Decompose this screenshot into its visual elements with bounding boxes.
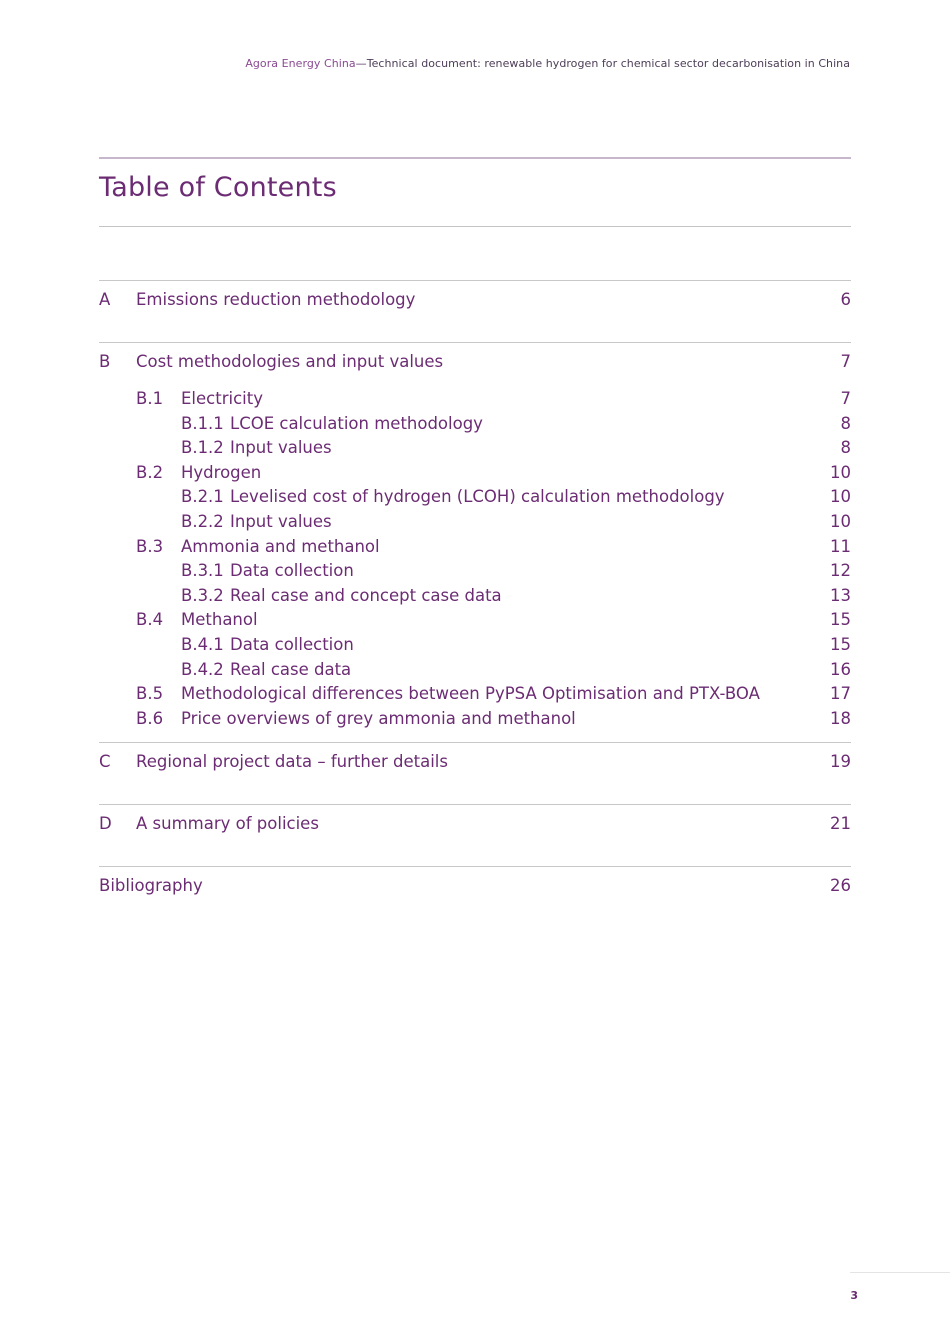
header-dash: —: [355, 57, 367, 70]
toc-entry-label: Regional project data – further details: [136, 752, 448, 772]
toc-section-bibliography: [99, 866, 851, 928]
toc-entry-number: B.3.1: [181, 561, 224, 581]
toc-entry-page: 26: [830, 876, 851, 896]
toc-entry-label: A summary of policies: [136, 814, 319, 834]
toc-entry-a[interactable]: [99, 289, 851, 311]
toc-entry-b-4-2[interactable]: [99, 659, 851, 684]
toc-entry-page: 15: [830, 634, 851, 654]
toc-entry-label: Methodological differences between PyPSA Optimisation and PTX-BOA: [181, 684, 760, 704]
toc-entry-label: Levelised cost of hydrogen (LCOH) calculation methodology: [230, 487, 725, 507]
toc-entry-page: 12: [830, 561, 851, 581]
toc-entry-b-2-2[interactable]: [99, 511, 851, 536]
toc-entry-label: Ammonia and methanol: [181, 536, 380, 556]
toc-entry-number: B.2: [136, 462, 164, 482]
toc-entry-b-1-2[interactable]: [99, 437, 851, 462]
toc-entry-page: 10: [830, 487, 851, 507]
toc-entry-number: B.4.2: [181, 659, 224, 679]
toc-entry-d[interactable]: [99, 813, 851, 835]
toc-entry-number: B.4: [136, 610, 164, 630]
toc-entry-page: 8: [840, 413, 851, 433]
toc-entry-b-2-1[interactable]: [99, 486, 851, 511]
toc-entry-label: Price overviews of grey ammonia and methanol: [181, 708, 576, 728]
header-org: Agora Energy China: [245, 57, 356, 70]
header-doc-title: Technical document: renewable hydrogen for chemical sector decarbonisation in China: [366, 57, 850, 70]
toc-entry-number: B.1: [136, 389, 164, 408]
page-number: 3: [850, 1289, 858, 1302]
toc-entry-number: C: [99, 752, 111, 772]
toc-entry-label: Data collection: [230, 561, 354, 581]
toc-entry-page: 8: [840, 438, 851, 458]
toc-entry-page: 13: [830, 585, 851, 605]
toc-entry-page: 10: [830, 511, 851, 531]
toc-entry-number: B.1.1: [181, 413, 224, 433]
toc-entry-b-6[interactable]: [99, 708, 851, 733]
toc-entry-page: 21: [830, 814, 851, 834]
toc-entry-page: 10: [830, 462, 851, 482]
toc-subsections-b: [99, 388, 851, 732]
toc-entry-number: B.3.2: [181, 585, 224, 605]
toc-entry-number: B.5: [136, 684, 164, 704]
toc-entry-number: B.1.2: [181, 438, 224, 458]
top-divider: [99, 157, 851, 159]
toc-entry-label: Electricity: [181, 389, 263, 408]
toc-entry-b-3-1[interactable]: [99, 560, 851, 585]
toc-entry-label: Real case and concept case data: [230, 585, 502, 605]
toc-entry-page: 16: [830, 659, 851, 679]
toc-entry-page: 17: [830, 684, 851, 704]
toc-entry-b-3[interactable]: [99, 536, 851, 561]
toc-entry-label: Bibliography: [99, 876, 203, 896]
toc-entry-label: Data collection: [230, 634, 354, 654]
table-of-contents: [99, 280, 851, 928]
toc-entry-number: A: [99, 290, 111, 309]
toc-entry-c[interactable]: [99, 751, 851, 773]
toc-entry-number: D: [99, 814, 112, 834]
toc-entry-label: Hydrogen: [181, 462, 262, 482]
toc-entry-b-5[interactable]: [99, 683, 851, 708]
toc-entry-b-4-1[interactable]: [99, 634, 851, 659]
toc-entry-page: 18: [830, 708, 851, 728]
toc-entry-label: Input values: [230, 438, 332, 458]
toc-section-c: [99, 742, 851, 804]
toc-entry-label: Methanol: [181, 610, 258, 630]
toc-entry-bibliography[interactable]: [99, 875, 851, 897]
toc-entry-label: Cost methodologies and input values: [136, 352, 444, 371]
toc-entry-page: 11: [830, 536, 851, 556]
toc-entry-number: B: [99, 352, 111, 371]
toc-section-b: [99, 342, 851, 742]
footer-divider: [850, 1272, 950, 1273]
toc-entry-b-1[interactable]: [99, 388, 851, 413]
toc-entry-b-4[interactable]: [99, 609, 851, 634]
toc-entry-number: B.4.1: [181, 634, 224, 654]
toc-section-d: [99, 804, 851, 866]
running-header: [245, 57, 850, 70]
toc-entry-page: 6: [840, 290, 851, 309]
toc-entry-number: B.2.2: [181, 511, 224, 531]
toc-entry-page: 7: [840, 389, 851, 408]
toc-entry-page: 19: [830, 752, 851, 772]
toc-entry-number: B.6: [136, 708, 164, 728]
toc-entry-page: 15: [830, 610, 851, 630]
toc-entry-page: 7: [840, 352, 851, 371]
toc-entry-number: B.3: [136, 536, 164, 556]
toc-entry-b-2[interactable]: [99, 462, 851, 487]
page-title: Table of Contents: [99, 172, 337, 203]
toc-entry-label: LCOE calculation methodology: [230, 413, 483, 433]
toc-entry-label: Input values: [230, 511, 332, 531]
toc-entry-number: B.2.1: [181, 487, 224, 507]
toc-entry-label: Emissions reduction methodology: [136, 290, 416, 309]
toc-section-a: [99, 280, 851, 342]
title-divider: [99, 226, 851, 227]
toc-entry-label: Real case data: [230, 659, 352, 679]
toc-entry-b-1-1[interactable]: [99, 413, 851, 438]
toc-entry-b-3-2[interactable]: [99, 585, 851, 610]
toc-entry-b[interactable]: [99, 351, 851, 373]
